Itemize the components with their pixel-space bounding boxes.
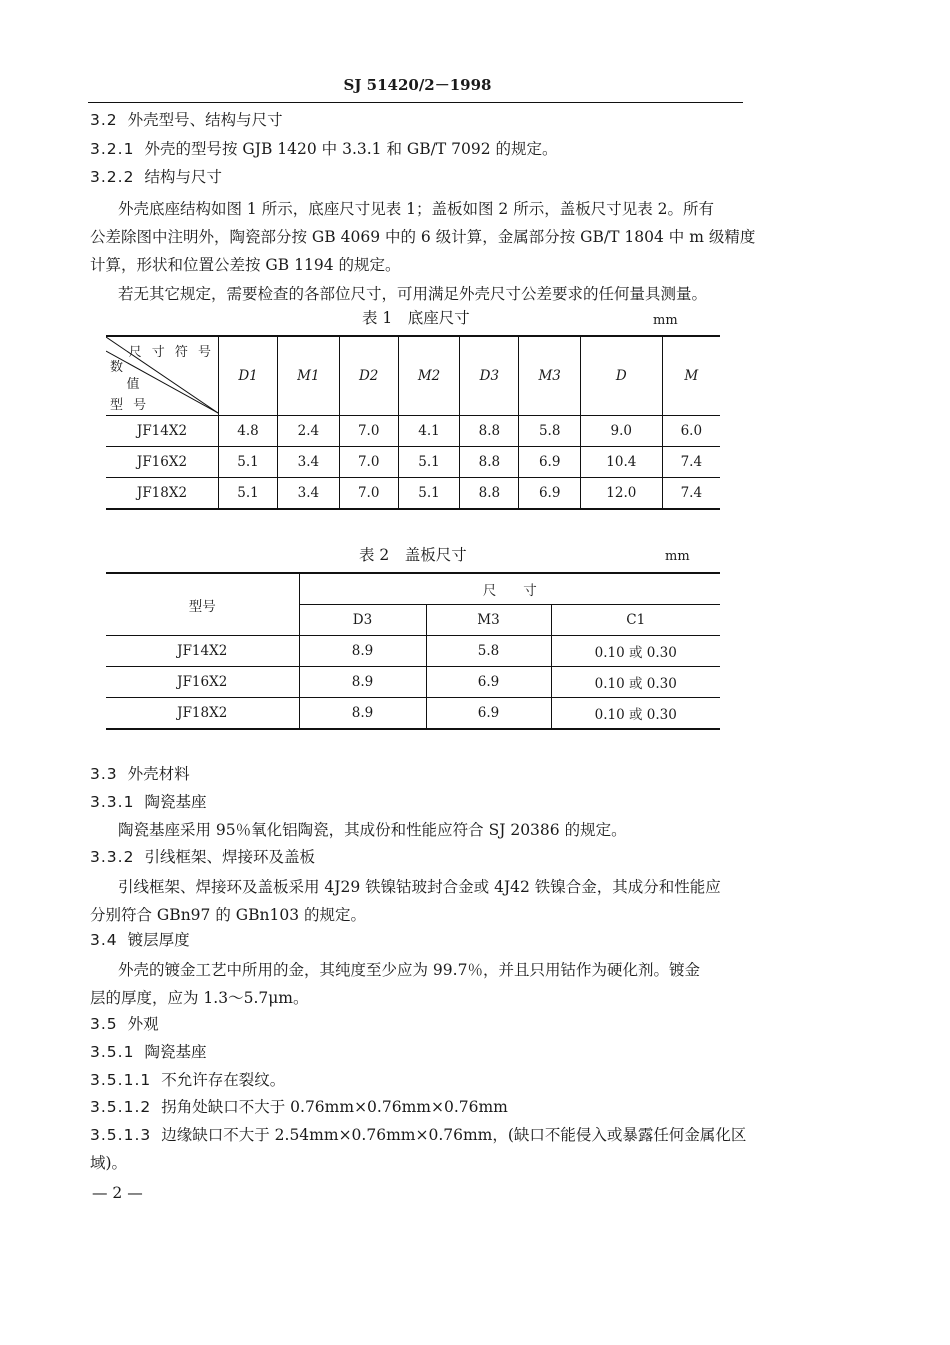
clause-text: 拐角处缺口不大于 0.76mm×0.76mm×0.76mm xyxy=(161,1098,508,1116)
value-cell: 3.4 xyxy=(278,447,340,478)
clause-text: 不允许存在裂纹。 xyxy=(161,1071,286,1089)
table-row xyxy=(106,636,720,667)
diagonal-header-cell xyxy=(106,336,219,416)
column-header: C1 xyxy=(551,605,720,636)
value-cell: 0.10 或 0.30 xyxy=(551,667,720,698)
clause-text: 边缘缺口不大于 2.54mm×0.76mm×0.76mm，(缺口不能侵入或暴露任何金属化区 xyxy=(161,1126,747,1144)
value-cell: 0.10 或 0.30 xyxy=(551,698,720,730)
table1-caption: 表 1 底座尺寸 xyxy=(362,309,470,327)
table2-unit: mm xyxy=(665,549,690,564)
value-cell: 7.4 xyxy=(662,478,720,510)
column-header: D2 xyxy=(339,336,398,416)
paragraph-line: 层的厚度，应为 1.3～5.7μm。 xyxy=(90,989,309,1007)
value-cell: 3.4 xyxy=(278,478,340,510)
value-cell: 6.9 xyxy=(426,698,551,730)
value-cell: 8.9 xyxy=(299,698,426,730)
paragraph-line: 域)。 xyxy=(90,1154,128,1172)
section-number: 3.5.1 xyxy=(90,1043,135,1061)
clause-3-5-1-1 xyxy=(90,1070,285,1090)
value-cell: 8.8 xyxy=(460,416,519,447)
column-header: M3 xyxy=(426,605,551,636)
value-cell: 8.8 xyxy=(460,447,519,478)
column-header: D3 xyxy=(460,336,519,416)
model-cell: JF16X2 xyxy=(106,667,299,698)
model-cell: JF18X2 xyxy=(106,698,299,730)
clause-3-5-1-2 xyxy=(90,1097,508,1117)
value-cell: 6.0 xyxy=(662,416,720,447)
model-cell: JF14X2 xyxy=(106,416,219,447)
heading-3-5 xyxy=(90,1014,159,1034)
clause-3-5-1-3 xyxy=(90,1125,746,1145)
value-cell: 4.8 xyxy=(219,416,278,447)
value-cell: 6.9 xyxy=(426,667,551,698)
value-cell: 7.0 xyxy=(339,416,398,447)
value-cell: 5.1 xyxy=(219,447,278,478)
value-cell: 9.0 xyxy=(580,416,662,447)
section-number: 3.2 xyxy=(90,111,118,129)
value-cell: 5.1 xyxy=(219,478,278,510)
value-cell: 10.4 xyxy=(580,447,662,478)
section-title: 引线框架、焊接环及盖板 xyxy=(144,848,315,866)
cover-dimensions-table xyxy=(106,572,720,730)
section-title: 陶瓷基座 xyxy=(144,793,207,811)
table-header-row xyxy=(106,573,720,605)
column-header: M xyxy=(662,336,720,416)
value-cell: 0.10 或 0.30 xyxy=(551,636,720,667)
corner-model-label: 型 号 xyxy=(110,398,150,413)
value-cell: 7.4 xyxy=(662,447,720,478)
paragraph-line: 若无其它规定，需要检查的各部位尺寸，可用满足外壳尺寸公差要求的任何量具测量。 xyxy=(118,285,708,303)
model-cell: JF14X2 xyxy=(106,636,299,667)
section-title: 外壳型号、结构与尺寸 xyxy=(127,111,283,129)
column-header: D3 xyxy=(299,605,426,636)
section-title: 陶瓷基座 xyxy=(144,1043,207,1061)
section-number: 3.4 xyxy=(90,931,118,949)
value-cell: 8.8 xyxy=(460,478,519,510)
column-header: D1 xyxy=(219,336,278,416)
clause-text: 外壳的型号按 GJB 1420 中 3.3.1 和 GB/T 7092 的规定。 xyxy=(144,140,558,158)
model-cell: JF18X2 xyxy=(106,478,219,510)
section-title: 镀层厚度 xyxy=(127,931,190,949)
heading-3-3 xyxy=(90,764,190,784)
corner-dimension-label: 尺 寸 符 号 xyxy=(128,345,214,360)
section-number: 3.3 xyxy=(90,765,118,783)
section-title: 外壳材料 xyxy=(127,765,190,783)
value-cell: 7.0 xyxy=(339,447,398,478)
page-number: — 2 — xyxy=(92,1184,143,1202)
value-cell: 5.1 xyxy=(398,478,460,510)
table-row xyxy=(106,698,720,730)
column-header: M3 xyxy=(519,336,581,416)
base-dimensions-table xyxy=(106,335,720,510)
header-rule xyxy=(88,102,743,103)
heading-3-3-2 xyxy=(90,847,315,867)
section-number: 3.3.2 xyxy=(90,848,135,866)
section-number: 3.3.1 xyxy=(90,793,135,811)
table-row xyxy=(106,416,720,447)
clause-3-2-1 xyxy=(90,139,558,159)
section-number: 3.5.1.3 xyxy=(90,1126,152,1144)
value-cell: 5.8 xyxy=(519,416,581,447)
heading-3-2 xyxy=(90,110,283,130)
section-title: 外观 xyxy=(127,1015,159,1033)
heading-3-3-1 xyxy=(90,792,206,812)
section-title: 结构与尺寸 xyxy=(144,168,222,186)
column-header: M1 xyxy=(278,336,340,416)
value-cell: 6.9 xyxy=(519,447,581,478)
table-header-row xyxy=(106,336,720,416)
paragraph-line: 陶瓷基座采用 95％氧化铝陶瓷，其成份和性能应符合 SJ 20386 的规定。 xyxy=(118,821,627,839)
model-header: 型号 xyxy=(106,573,299,636)
heading-3-2-2 xyxy=(90,167,222,187)
table-row xyxy=(106,667,720,698)
paragraph-line: 外壳底座结构如图 1 所示，底座尺寸见表 1；盖板如图 2 所示，盖板尺寸见表 2。所有 xyxy=(118,200,715,218)
value-cell: 5.8 xyxy=(426,636,551,667)
corner-value-label: 数 值 xyxy=(110,360,140,392)
paragraph-line: 公差除图中注明外，陶瓷部分按 GB 4069 中的 6 级计算，金属部分按 GB/T 1804 中 m 级精度 xyxy=(90,228,756,246)
heading-3-4 xyxy=(90,930,190,950)
model-cell: JF16X2 xyxy=(106,447,219,478)
section-number: 3.2.2 xyxy=(90,168,135,186)
value-cell: 8.9 xyxy=(299,667,426,698)
section-number: 3.5.1.1 xyxy=(90,1071,152,1089)
paragraph-line: 分别符合 GBn97 的 GBn103 的规定。 xyxy=(90,906,367,924)
table-row xyxy=(106,447,720,478)
value-cell: 8.9 xyxy=(299,636,426,667)
value-cell: 12.0 xyxy=(580,478,662,510)
section-number: 3.5.1.2 xyxy=(90,1098,152,1116)
table1-unit: mm xyxy=(653,313,678,328)
section-number: 3.5 xyxy=(90,1015,118,1033)
paragraph-line: 外壳的镀金工艺中所用的金，其纯度至少应为 99.7％，并且只用钴作为硬化剂。镀金 xyxy=(118,961,700,979)
paragraph-line: 引线框架、焊接环及盖板采用 4J29 铁镍钴玻封合金或 4J42 铁镍合金，其成分和性能应 xyxy=(118,878,721,896)
value-cell: 6.9 xyxy=(519,478,581,510)
value-cell: 2.4 xyxy=(278,416,340,447)
section-number: 3.2.1 xyxy=(90,140,135,158)
value-cell: 4.1 xyxy=(398,416,460,447)
table-row xyxy=(106,478,720,510)
value-cell: 5.1 xyxy=(398,447,460,478)
paragraph-line: 计算，形状和位置公差按 GB 1194 的规定。 xyxy=(90,256,401,274)
dimension-group-header: 尺 寸 xyxy=(299,573,720,605)
value-cell: 7.0 xyxy=(339,478,398,510)
column-header: M2 xyxy=(398,336,460,416)
document-code: SJ 51420/2－1998 xyxy=(343,76,492,94)
heading-3-5-1 xyxy=(90,1042,206,1062)
table2-caption: 表 2 盖板尺寸 xyxy=(359,546,467,564)
column-header: D xyxy=(580,336,662,416)
